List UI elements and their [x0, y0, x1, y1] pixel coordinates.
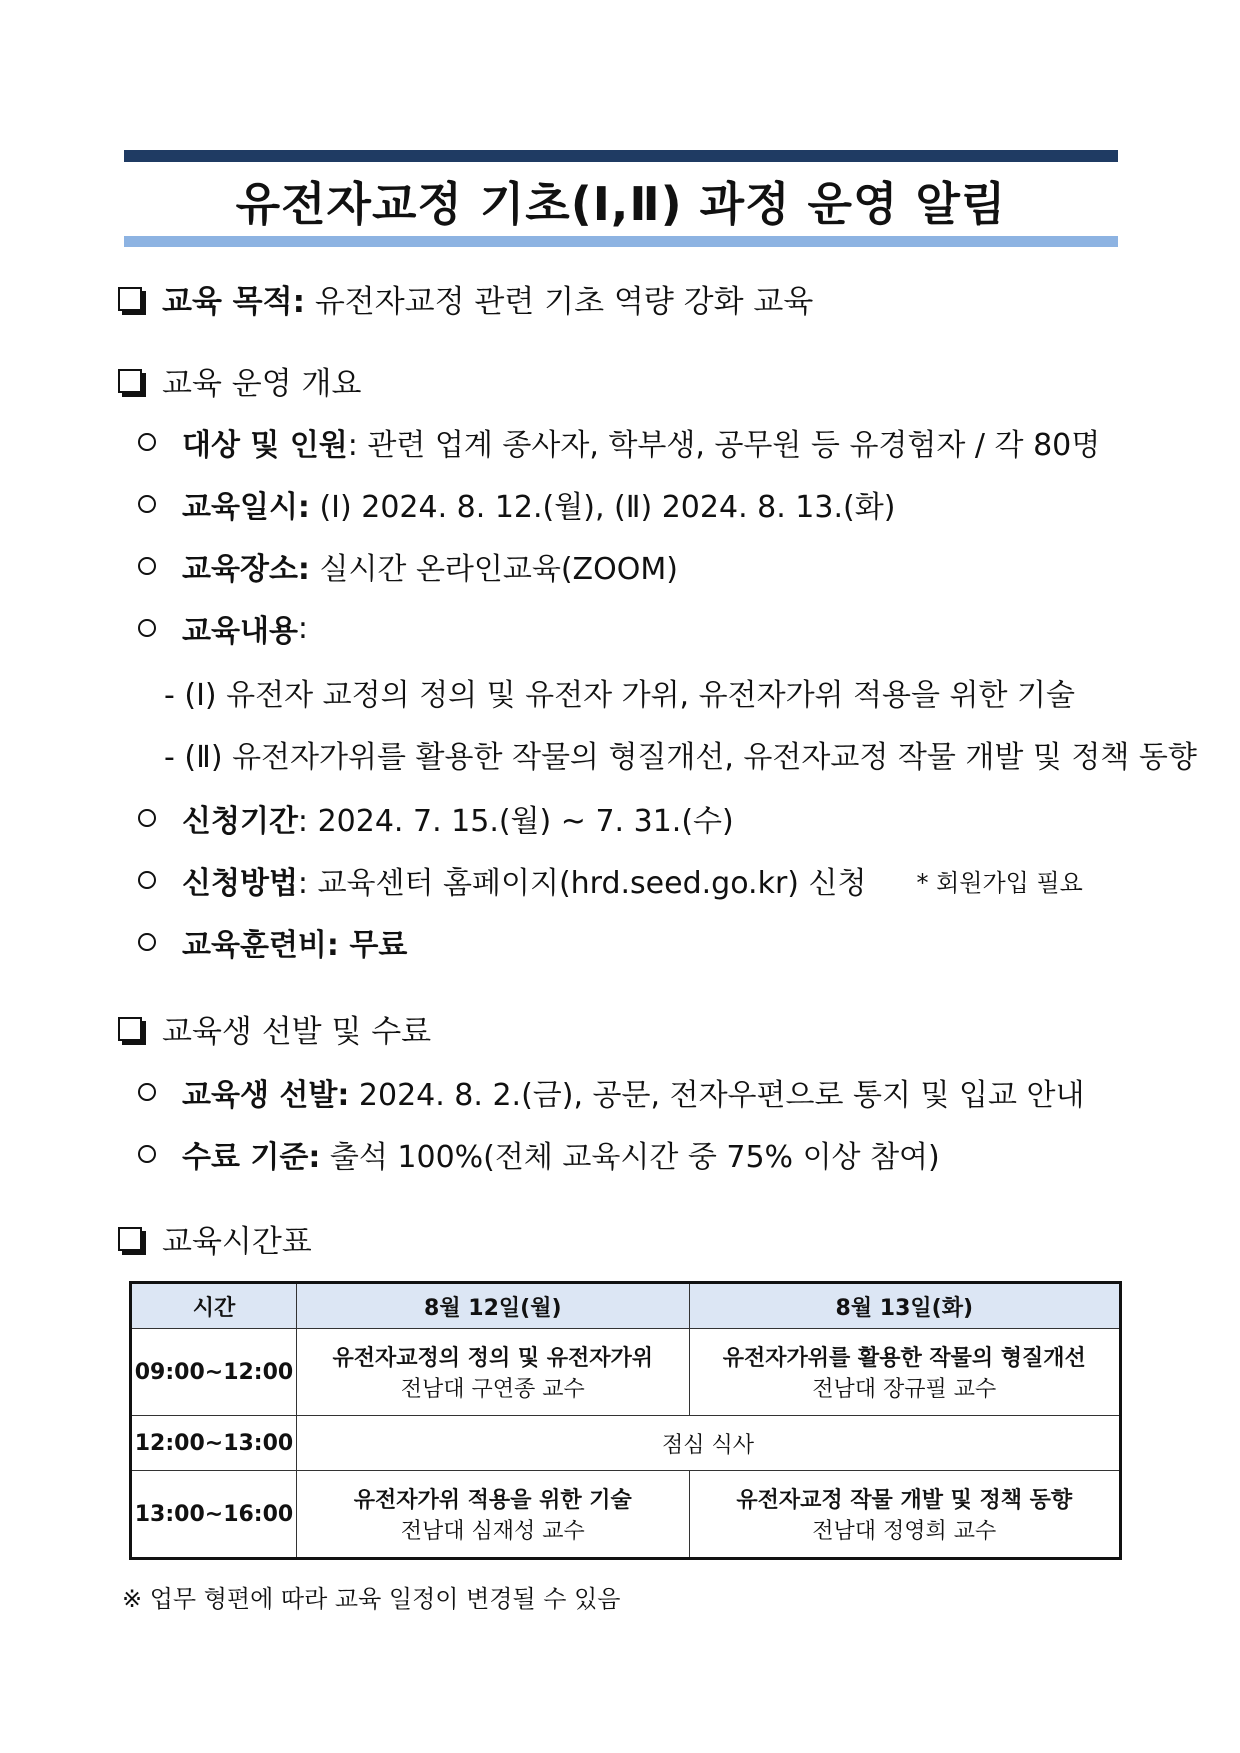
- period-value: : 2024. 7. 15.(월) ~ 7. 31.(수): [297, 804, 734, 839]
- criteria-value: 출석 100%(전체 교육시간 중 75% 이상 참여): [329, 1140, 940, 1175]
- lunch-cell: 점심 식사: [296, 1416, 1120, 1471]
- schedule-table: [129, 1281, 1122, 1560]
- session-instructor: 전남대 구연종 교수: [400, 1377, 585, 1402]
- purpose-label: 교육 목적:: [162, 284, 305, 320]
- circle-bullet-icon: [138, 619, 156, 637]
- time-cell: 13:00~16:00: [131, 1471, 297, 1559]
- circle-bullet-icon: [138, 557, 156, 575]
- target-label: 대상 및 인원: [182, 428, 348, 463]
- method-value: : 교육센터 홈페이지(hrd.seed.go.kr) 신청: [297, 866, 867, 901]
- method-note: * 회원가입 필요: [916, 868, 1083, 897]
- session-instructor: 전남대 정영희 교수: [812, 1519, 997, 1544]
- session-instructor: 전남대 장규필 교수: [812, 1377, 997, 1402]
- header-day2: 8월 13일(화): [689, 1283, 1120, 1329]
- overview-heading: 교육 운영 개요: [162, 366, 362, 402]
- session-cell: [296, 1329, 689, 1416]
- item-select: [138, 1070, 1084, 1114]
- content-item-2: - (Ⅱ) 유전자가위를 활용한 작물의 형질개선, 유전자교정 작물 개발 및 정책 동향: [164, 740, 1197, 775]
- circle-bullet-icon: [138, 495, 156, 513]
- item-dates: [138, 482, 895, 526]
- section-purpose: [118, 276, 813, 321]
- checkbox-icon: [118, 1227, 142, 1251]
- section-selection: [118, 1006, 431, 1051]
- session-instructor: 전남대 심재성 교수: [400, 1519, 585, 1544]
- item-target: [138, 420, 1100, 464]
- header-time: 시간: [131, 1283, 297, 1329]
- session-title: 유전자교정의 정의 및 유전자가위: [332, 1346, 654, 1371]
- item-content: [138, 606, 308, 650]
- session-cell: [296, 1471, 689, 1559]
- method-label: 신청방법: [182, 866, 298, 901]
- selection-heading: 교육생 선발 및 수료: [162, 1014, 432, 1050]
- purpose-value: 유전자교정 관련 기초 역량 강화 교육: [314, 284, 814, 320]
- item-period: [138, 796, 734, 840]
- criteria-label: 수료 기준:: [182, 1140, 321, 1175]
- dates-label: 교육일시:: [182, 490, 310, 525]
- circle-bullet-icon: [138, 1145, 156, 1163]
- table-row: [131, 1471, 1121, 1559]
- circle-bullet-icon: [138, 809, 156, 827]
- time-cell: 09:00~12:00: [131, 1329, 297, 1416]
- footnote: ※ 업무 형편에 따라 교육 일정이 변경될 수 있음: [122, 1585, 621, 1613]
- table-header-row: [131, 1283, 1121, 1329]
- place-value: 실시간 온라인교육(ZOOM): [319, 552, 678, 587]
- fee-label: 교육훈련비: 무료: [182, 928, 408, 963]
- header-day1: 8월 12일(월): [296, 1283, 689, 1329]
- table-row: [131, 1329, 1121, 1416]
- content-colon: :: [297, 610, 309, 646]
- item-method: [138, 858, 1083, 902]
- circle-bullet-icon: [138, 933, 156, 951]
- section-schedule: [118, 1216, 312, 1261]
- select-value: 2024. 8. 2.(금), 공문, 전자우편으로 통지 및 입교 안내: [358, 1078, 1085, 1113]
- table-row: [131, 1416, 1121, 1471]
- checkbox-icon: [118, 1017, 142, 1041]
- target-value: : 관련 업계 종사자, 학부생, 공무원 등 유경험자 / 각 80명: [347, 428, 1101, 463]
- circle-bullet-icon: [138, 433, 156, 451]
- session-title: 유전자교정 작물 개발 및 정책 동향: [736, 1488, 1073, 1513]
- checkbox-icon: [118, 369, 142, 393]
- item-place: [138, 544, 678, 588]
- content-item-1: - (Ⅰ) 유전자 교정의 정의 및 유전자 가위, 유전자가위 적용을 위한 기술: [164, 678, 1075, 713]
- title-top-bar: [124, 150, 1118, 162]
- schedule-heading: 교육시간표: [162, 1224, 312, 1260]
- place-label: 교육장소:: [182, 552, 310, 587]
- item-criteria: [138, 1132, 940, 1176]
- session-title: 유전자가위 적용을 위한 기술: [353, 1488, 632, 1513]
- circle-bullet-icon: [138, 1083, 156, 1101]
- select-label: 교육생 선발:: [182, 1078, 350, 1113]
- page-title: 유전자교정 기초(Ⅰ,Ⅱ) 과정 운영 알림: [235, 177, 1007, 231]
- content-label: 교육내용: [182, 614, 298, 649]
- session-cell: [689, 1471, 1120, 1559]
- session-cell: [689, 1329, 1120, 1416]
- period-label: 신청기간: [182, 804, 298, 839]
- checkbox-icon: [118, 287, 142, 311]
- title-bottom-bar: [124, 236, 1118, 247]
- time-cell: 12:00~13:00: [131, 1416, 297, 1471]
- dates-value: (Ⅰ) 2024. 8. 12.(월), (Ⅱ) 2024. 8. 13.(화): [319, 490, 896, 525]
- session-title: 유전자가위를 활용한 작물의 형질개선: [722, 1346, 1086, 1371]
- section-overview: [118, 358, 361, 403]
- item-fee: [138, 920, 407, 964]
- circle-bullet-icon: [138, 871, 156, 889]
